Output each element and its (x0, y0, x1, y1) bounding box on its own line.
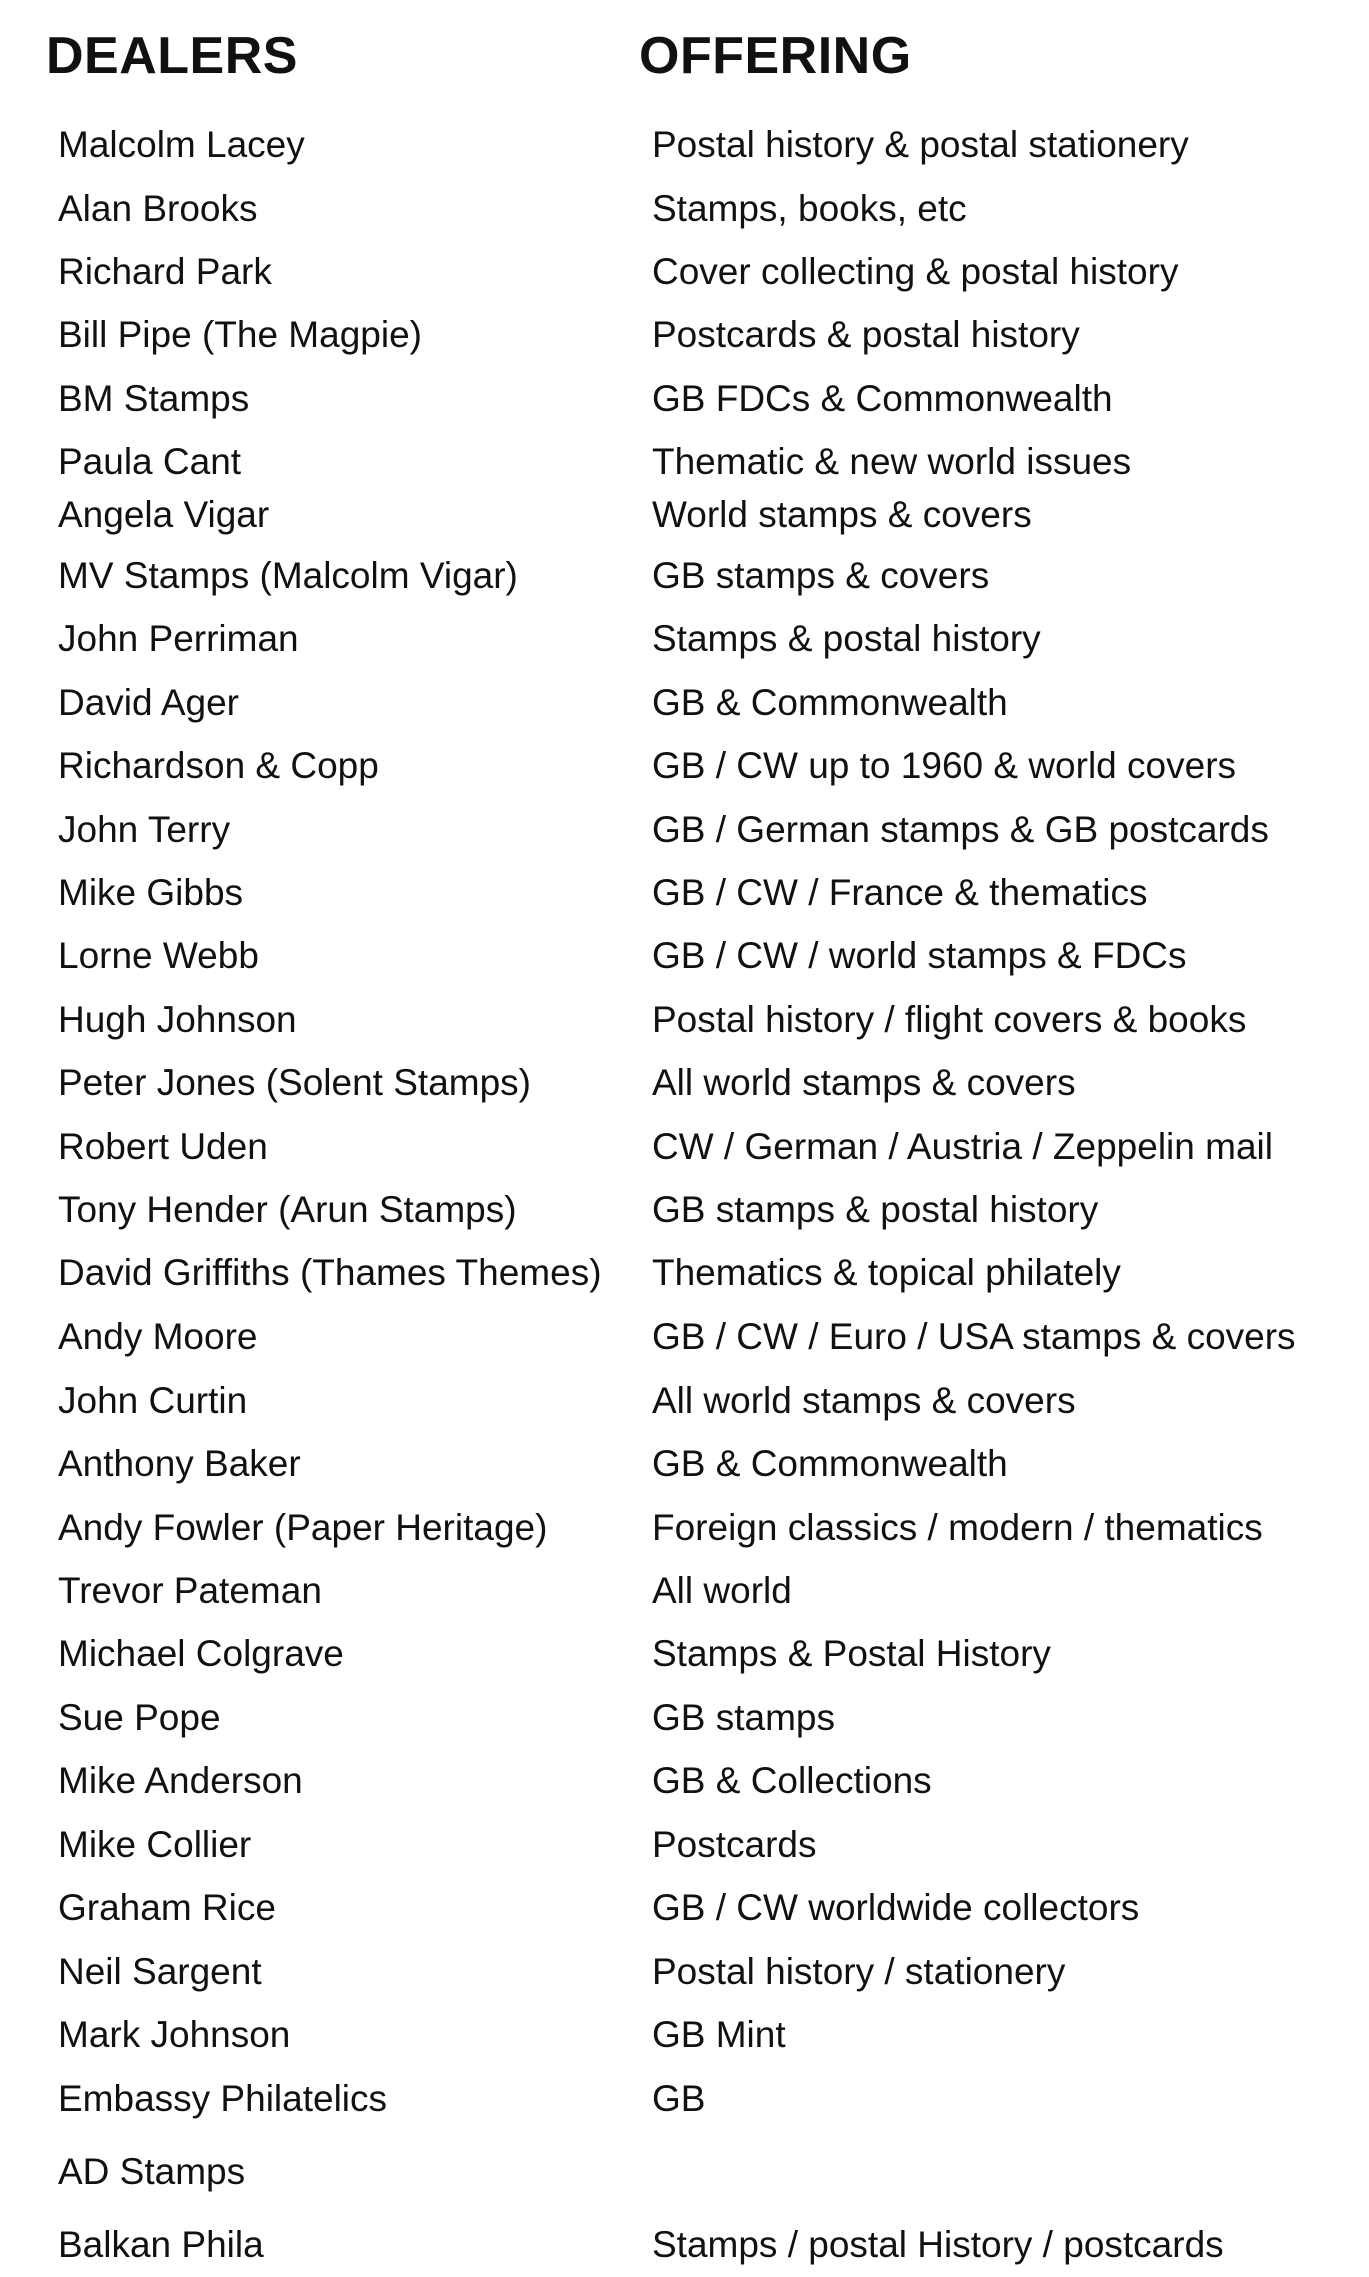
table-row (0, 1878, 1369, 1938)
dealer-offering: GB / CW / France & thematics (652, 872, 1148, 913)
table-row (0, 736, 1369, 796)
dealer-name: Mike Anderson (58, 1760, 303, 1801)
dealer-name: Richardson & Copp (58, 745, 379, 786)
table-row (0, 1371, 1369, 1431)
table-row (0, 800, 1369, 860)
dealer-name: Graham Rice (58, 1887, 276, 1928)
dealer-name: Sue Pope (58, 1697, 221, 1738)
table-row (0, 1815, 1369, 1875)
dealer-offering: Thematic & new world issues (652, 441, 1132, 482)
dealer-name: Andy Fowler (Paper Heritage) (58, 1507, 548, 1548)
dealer-offering: GB & Collections (652, 1760, 932, 1801)
dealer-name: Andy Moore (58, 1316, 258, 1357)
dealer-offering: GB / CW / world stamps & FDCs (652, 935, 1187, 976)
dealer-offering: All world stamps & covers (652, 1380, 1076, 1421)
table-row (0, 242, 1369, 302)
dealer-name: AD Stamps (58, 2151, 246, 2192)
dealer-offering: GB Mint (652, 2014, 786, 2055)
dealer-offering: GB / CW / Euro / USA stamps & covers (652, 1316, 1296, 1357)
dealer-offering: Stamps & Postal History (652, 1633, 1051, 1674)
dealer-offering: All world (652, 1570, 792, 1611)
dealer-name: Embassy Philatelics (58, 2078, 388, 2119)
dealer-name: John Terry (58, 809, 231, 850)
dealer-name: Balkan Phila (58, 2224, 264, 2265)
dealer-offering: GB FDCs & Commonwealth (652, 378, 1113, 419)
table-row (0, 609, 1369, 669)
dealer-offering: GB stamps & covers (652, 555, 990, 596)
table-row (0, 546, 1369, 606)
dealer-name: Peter Jones (Solent Stamps) (58, 1062, 531, 1103)
dealer-name: Alan Brooks (58, 188, 258, 229)
table-row (0, 2005, 1369, 2065)
dealer-name: Tony Hender (Arun Stamps) (58, 1189, 517, 1230)
dealer-name: David Griffiths (Thames Themes) (58, 1252, 602, 1293)
table-row (0, 863, 1369, 923)
dealer-offering: GB (652, 2078, 706, 2119)
table-row (0, 179, 1369, 239)
table-row (0, 1307, 1369, 1367)
dealer-offering: Thematics & topical philately (652, 1252, 1121, 1293)
dealer-offering: GB & Commonwealth (652, 682, 1008, 723)
offering-heading: OFFERING (639, 27, 912, 85)
dealer-offering: GB stamps (652, 1697, 835, 1738)
dealer-name: Bill Pipe (The Magpie) (58, 314, 422, 355)
table-row (0, 115, 1369, 175)
dealer-offering: CW / German / Austria / Zeppelin mail (652, 1126, 1273, 1167)
dealer-name: MV Stamps (Malcolm Vigar) (58, 555, 518, 596)
dealer-list (0, 115, 1369, 2265)
table-row (0, 485, 1369, 545)
dealer-offering: Postal history / stationery (652, 1951, 1066, 1992)
dealer-offering: Postcards & postal history (652, 314, 1080, 355)
dealer-name: John Curtin (58, 1380, 248, 1421)
dealer-offering: GB & Commonwealth (652, 1443, 1008, 1484)
table-row (0, 2215, 1369, 2275)
dealer-name: Paula Cant (58, 441, 242, 482)
dealer-offering: Postcards (652, 1824, 817, 1865)
dealer-offering: GB / CW up to 1960 & world covers (652, 745, 1237, 786)
dealer-name: Lorne Webb (58, 935, 259, 976)
dealer-name: Malcolm Lacey (58, 124, 305, 165)
table-row (0, 305, 1369, 365)
dealer-name: Michael Colgrave (58, 1633, 344, 1674)
dealer-name: Hugh Johnson (58, 999, 297, 1040)
dealer-name: Mark Johnson (58, 2014, 291, 2055)
table-row (0, 432, 1369, 492)
dealer-offering: Stamps & postal history (652, 618, 1041, 659)
dealer-name: Mike Gibbs (58, 872, 244, 913)
dealer-name: BM Stamps (58, 378, 250, 419)
dealer-name: David Ager (58, 682, 239, 723)
table-row (0, 1434, 1369, 1494)
dealer-offering: GB / CW worldwide collectors (652, 1887, 1140, 1928)
dealer-offering: Foreign classics / modern / thematics (652, 1507, 1263, 1548)
dealer-name: John Perriman (58, 618, 299, 659)
table-row (0, 1624, 1369, 1684)
table-row (0, 673, 1369, 733)
table-row (0, 926, 1369, 986)
table-row (0, 1498, 1369, 1558)
table-row (0, 1688, 1369, 1748)
table-row (0, 2069, 1369, 2129)
table-row (0, 1243, 1369, 1303)
dealer-offering: Cover collecting & postal history (652, 251, 1179, 292)
table-row (0, 990, 1369, 1050)
dealer-offering: Stamps, books, etc (652, 188, 967, 229)
table-row (0, 1561, 1369, 1621)
table-header (0, 24, 1369, 88)
table-row (0, 2142, 1369, 2202)
dealer-offering: World stamps & covers (652, 494, 1032, 535)
dealer-name: Angela Vigar (58, 494, 270, 535)
dealer-offering: GB / German stamps & GB postcards (652, 809, 1269, 850)
dealer-name: Robert Uden (58, 1126, 268, 1167)
dealer-name: Anthony Baker (58, 1443, 301, 1484)
table-row (0, 1053, 1369, 1113)
dealer-name: Richard Park (58, 251, 272, 292)
dealer-offering: Stamps / postal History / postcards (652, 2224, 1224, 2265)
dealer-offering: All world stamps & covers (652, 1062, 1076, 1103)
dealer-offering: Postal history / flight covers & books (652, 999, 1247, 1040)
table-row (0, 1751, 1369, 1811)
dealers-heading: DEALERS (46, 27, 298, 85)
dealer-name: Trevor Pateman (58, 1570, 322, 1611)
table-row (0, 369, 1369, 429)
table-row (0, 1942, 1369, 2002)
dealer-name: Neil Sargent (58, 1951, 262, 1992)
dealer-offering: GB stamps & postal history (652, 1189, 1099, 1230)
dealer-name: Mike Collier (58, 1824, 252, 1865)
dealer-offering: Postal history & postal stationery (652, 124, 1189, 165)
table-row (0, 1180, 1369, 1240)
table-row (0, 1117, 1369, 1177)
